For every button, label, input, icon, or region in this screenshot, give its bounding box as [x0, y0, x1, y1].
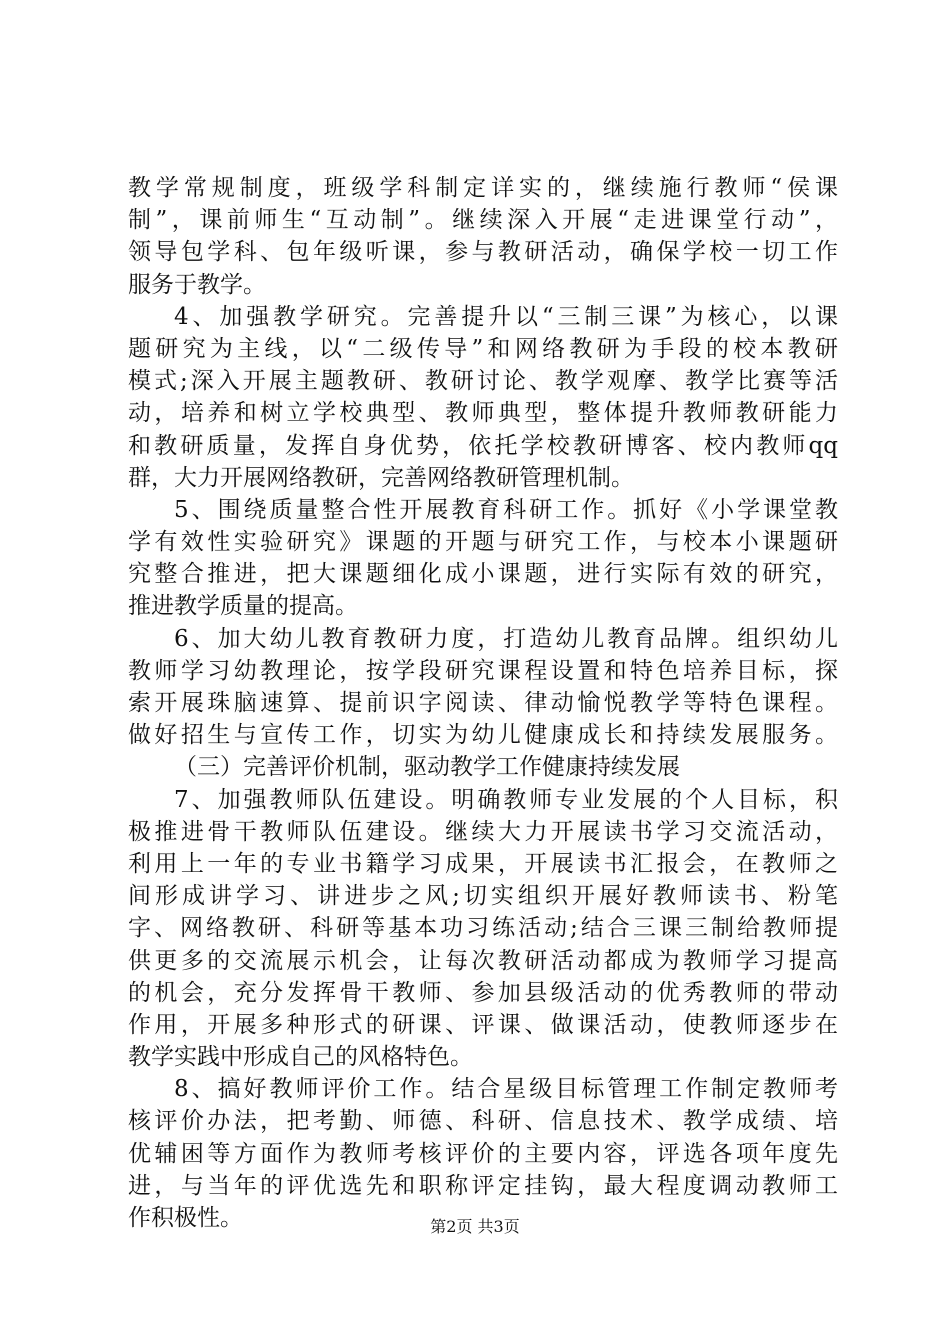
document-body: [128, 172, 838, 1234]
text-line: 学有效性实验研究》课题的开题与研究工作，与校本小课题研: [128, 529, 838, 556]
text-line: 和教研质量，发挥自身优势，依托学校教研博客、校内教师qq: [128, 432, 838, 459]
text-line: 4、加强教学研究。完善提升以“三制三课”为核心，以课: [174, 303, 838, 330]
text-line: 题研究为主线，以“二级传导”和网络教研为手段的校本教研: [128, 335, 838, 362]
text-line: 服务于教学。: [128, 271, 266, 298]
text-line: 究整合推进，把大课题细化成小课题，进行实际有效的研究，: [128, 561, 838, 588]
text-line: 5、围绕质量整合性开展教育科研工作。抓好《小学课堂教: [174, 496, 838, 523]
text-line: 模式;深入开展主题教研、教研讨论、教学观摩、教学比赛等活: [128, 368, 838, 395]
text-line: 动，培养和树立学校典型、教师典型，整体提升教师教研能力: [128, 400, 838, 427]
text-line: 8、搞好教师评价工作。结合星级目标管理工作制定教师考: [174, 1076, 838, 1103]
text-line: 作用，开展多种形式的研课、评课、做课活动，使教师逐步在: [128, 1011, 838, 1038]
text-line: 优辅困等方面作为教师考核评价的主要内容，评选各项年度先: [128, 1140, 838, 1167]
text-line: 利用上一年的专业书籍学习成果，开展读书汇报会，在教师之: [128, 850, 838, 877]
text-line: 字、网络教研、科研等基本功习练活动;结合三课三制给教师提: [128, 915, 838, 942]
text-line: 极推进骨干教师队伍建设。继续大力开展读书学习交流活动，: [128, 818, 838, 845]
text-line: 进，与当年的评优选先和职称评定挂钩，最大程度调动教师工: [128, 1172, 838, 1199]
text-line: 教师学习幼教理论，按学段研究课程设置和特色培养目标，探: [128, 657, 838, 684]
text-line: 群，大力开展网络教研，完善网络教研管理机制。: [128, 464, 634, 491]
text-line: 推进教学质量的提高。: [128, 593, 358, 620]
section-heading: （三）完善评价机制，驱动教学工作健康持续发展: [174, 754, 680, 781]
text-line: 供更多的交流展示机会，让每次教研活动都成为教师学习提高: [128, 947, 838, 974]
page-number-footer: 第2页 共3页: [430, 1217, 520, 1236]
text-line: 索开展珠脑速算、提前识字阅读、律动愉悦教学等特色课程。: [128, 690, 838, 716]
text-line: 领导包学科、包年级听课，参与教研活动，确保学校一切工作: [128, 239, 838, 266]
text-line: 教学实践中形成自己的风格特色。: [128, 1044, 473, 1071]
text-line: 作积极性。: [128, 1205, 243, 1231]
text-line: 间形成讲学习、讲进步之风;切实组织开展好教师读书、粉笔: [128, 883, 838, 910]
text-line: 6、加大幼儿教育教研力度，打造幼儿教育品牌。组织幼儿: [174, 625, 838, 652]
text-line: 核评价办法，把考勤、师德、科研、信息技术、教学成绩、培: [128, 1108, 838, 1135]
text-line: 教学常规制度，班级学科制定详实的，继续施行教师“侯课: [128, 175, 838, 201]
text-line: 制”，课前师生“互动制”。继续深入开展“走进课堂行动”，: [128, 207, 838, 234]
text-line: 的机会，充分发挥骨干教师、参加县级活动的优秀教师的带动: [128, 979, 838, 1006]
text-line: 做好招生与宣传工作，切实为幼儿健康成长和持续发展服务。: [128, 722, 838, 749]
text-line: 7、加强教师队伍建设。明确教师专业发展的个人目标，积: [174, 786, 838, 813]
